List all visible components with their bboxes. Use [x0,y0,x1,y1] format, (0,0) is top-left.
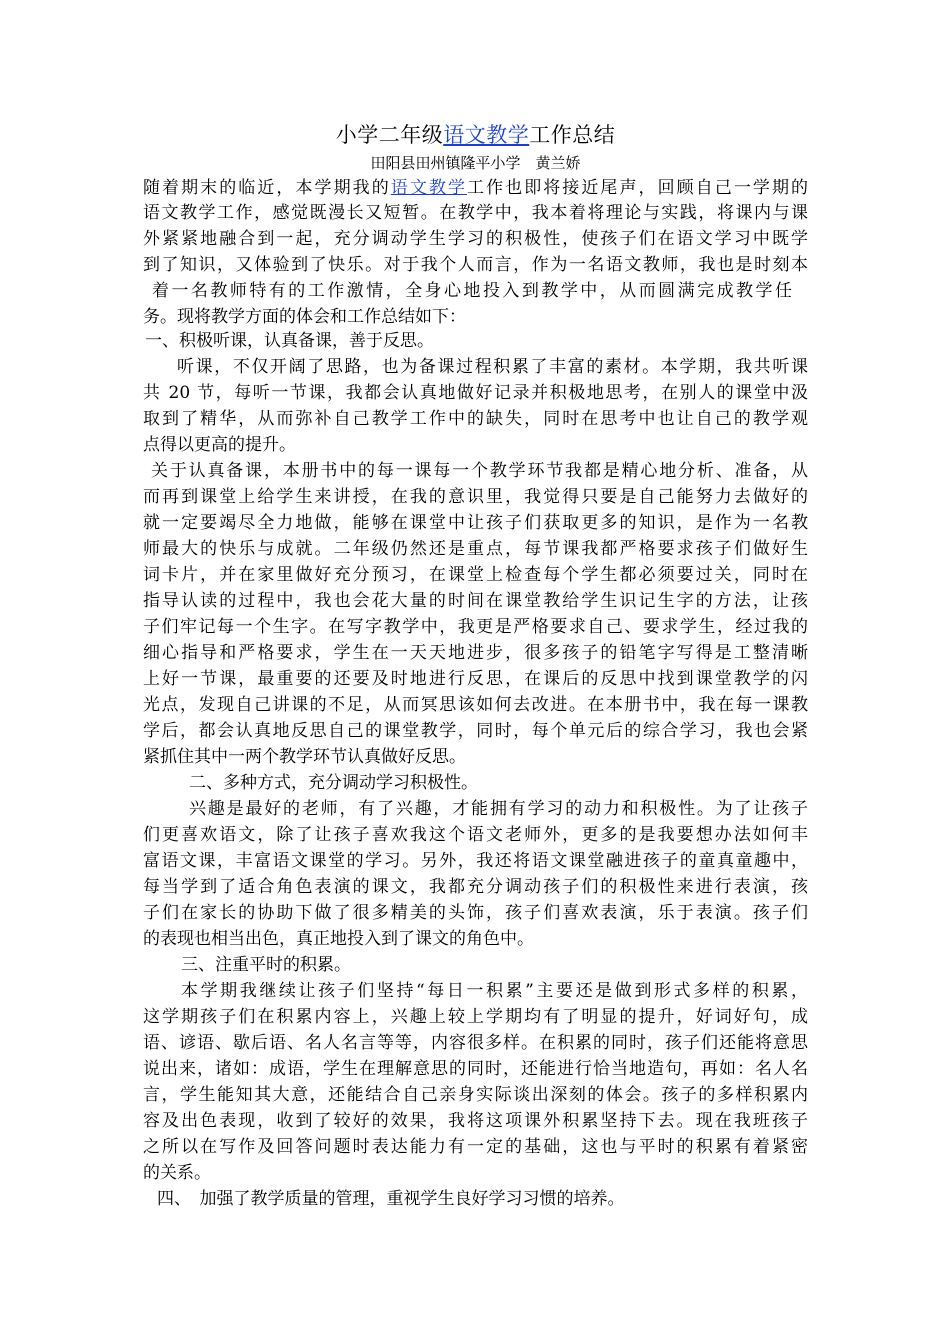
paragraph-line: 听课，不仅开阔了思路，也为备课过程积累了丰富的素材。本学期，我共听课 [177,357,808,377]
paragraph-line: 紧抓住其中一两个教学环节认真做好反思。 [143,747,466,767]
paragraph-line: 务。现将教学方面的体会和工作总结如下： [143,307,466,327]
paragraph-line: 之所以在写作及回答问题时表达能力有一定的基础，这也与平时的积累有着紧密 [143,1137,808,1157]
paragraph-line: 兴趣是最好的老师，有了兴趣，才能拥有学习的动力和积极性。为了让孩子 [189,799,808,819]
paragraph-line: 每当学到了适合角色表演的课文，我都充分调动孩子们的积极性来进行表演，孩 [143,877,808,897]
title-link[interactable]: 语文教学 [443,123,530,147]
paragraph-line: 而再到课堂上给学生来讲授，在我的意识里，我觉得只要是自己能努力去做好的 [143,487,808,507]
section-heading: 四、 加强了教学质量的管理，重视学生良好学习习惯的培养。 [157,1189,625,1209]
paragraph-line: 外紧紧地融合到一起，充分调动学生学习的积极性，使孩子们在语文学习中既学 [143,229,808,249]
paragraph-line: 取到了精华，从而弥补自己教学工作中的缺失，同时在思考中也让自己的教学观 [143,409,808,429]
paragraph-line: 光点，发现自己讲课的不足，从而冥思该如何去改进。在本册书中，我在每一课教 [143,695,808,715]
paragraph-line: 的关系。 [143,1163,211,1183]
paragraph-line: 说出来，诸如：成语，学生在理解意思的同时，还能进行恰当地造句，再如：名人名 [143,1059,808,1079]
paragraph-line: 富语文课，丰富语文课堂的学习。另外，我还将语文课堂融进孩子的童真童趣中， [143,851,808,871]
paragraph-line: 的表现也相当出色，真正地投入到了课文的角色中。 [143,929,534,949]
paragraph-line: 子们在家长的协助下做了很多精美的头饰，孩子们喜欢表演，乐于表演。孩子们 [143,903,808,923]
paragraph-line: 语文教学工作，感觉既漫长又短暂。在教学中，我本着将理论与实践，将课内与课 [143,203,808,223]
author-line: 田阳县田州镇隆平小学 黄兰娇 [370,154,581,172]
section-heading: 二、多种方式，充分调动学习积极性。 [189,773,478,793]
paragraph-line: 本学期我继续让孩子们坚持“每日一积累”主要还是做到形式多样的积累， [181,981,808,1001]
paragraph-line: 们更喜欢语文，除了让孩子喜欢我这个语文老师外，更多的是我要想办法如何丰 [143,825,808,845]
document-title: 小学二年级语文教学工作总结 [335,123,616,147]
paragraph-line: 关于认真备课，本册书中的每一课每一个教学环节我都是精心地分析、准备，从 [151,461,808,481]
paragraph-line: 指导认读的过程中，我也会花大量的时间在课堂教给学生识记生字的方法，让孩 [143,591,808,611]
paragraph-line: 子们牢记每一个生字。在写字教学中，我更是严格要求自己、要求学生，经过我的 [143,617,808,637]
paragraph-line: 言，学生能知其大意，还能结合自己亲身实际谈出深刻的体会。孩子的多样积累内 [143,1085,808,1105]
paragraph-line: 细心指导和严格要求，学生在一天天地进步，很多孩子的铅笔字写得是工整清晰 [143,643,808,663]
paragraph-line: 共 20 节，每听一节课，我都会认真地做好记录并积极地思考，在别人的课堂中汲 [143,383,808,403]
paragraph-line: 随着期末的临近，本学期我的语文教学工作也即将接近尾声，回顾自己一学期的 [143,178,809,198]
paragraph-line: 点得以更高的提升。 [143,435,296,455]
paragraph-line: 就一定要竭尽全力地做，能够在课堂中让孩子们获取更多的知识，是作为一名教 [143,513,808,533]
paragraph-line: 学后，都会认真地反思自己的课堂教学，同时，每个单元后的综合学习，我也会紧 [143,721,808,741]
paragraph-line: 容及出色表现，收到了较好的效果，我将这项课外积累坚持下去。现在我班孩子 [143,1111,808,1131]
paragraph-line: 上好一节课，最重要的还要及时地进行反思，在课后的反思中找到课堂教学的闪 [143,669,808,689]
body-link[interactable]: 语文教学 [390,178,468,198]
paragraph-line: 到了知识，又体验到了快乐。对于我个人而言，作为一名语文教师，我也是时刻本 [143,255,808,275]
paragraph-line: 语、谚语、歇后语、名人名言等等，内容很多样。在积累的同时，孩子们还能将意思 [143,1033,808,1053]
paragraph-line: 词卡片，并在家里做好充分预习，在课堂上检查每个学生都必须要过关，同时在 [143,565,808,585]
section-heading: 三、注重平时的积累。 [181,955,351,975]
paragraph-line: 师最大的快乐与成就。二年级仍然还是重点，每节课我都严格要求孩子们做好生 [143,539,808,559]
paragraph-line: 着一名教师特有的工作激情，全身心地投入到教学中，从而圆满完成教学任 [152,281,792,301]
section-heading: 一、积极听课，认真备课，善于反思。 [145,331,434,351]
paragraph-line: 这学期孩子们在积累内容上，兴趣上较上学期均有了明显的提升，好词好句，成 [143,1007,808,1027]
